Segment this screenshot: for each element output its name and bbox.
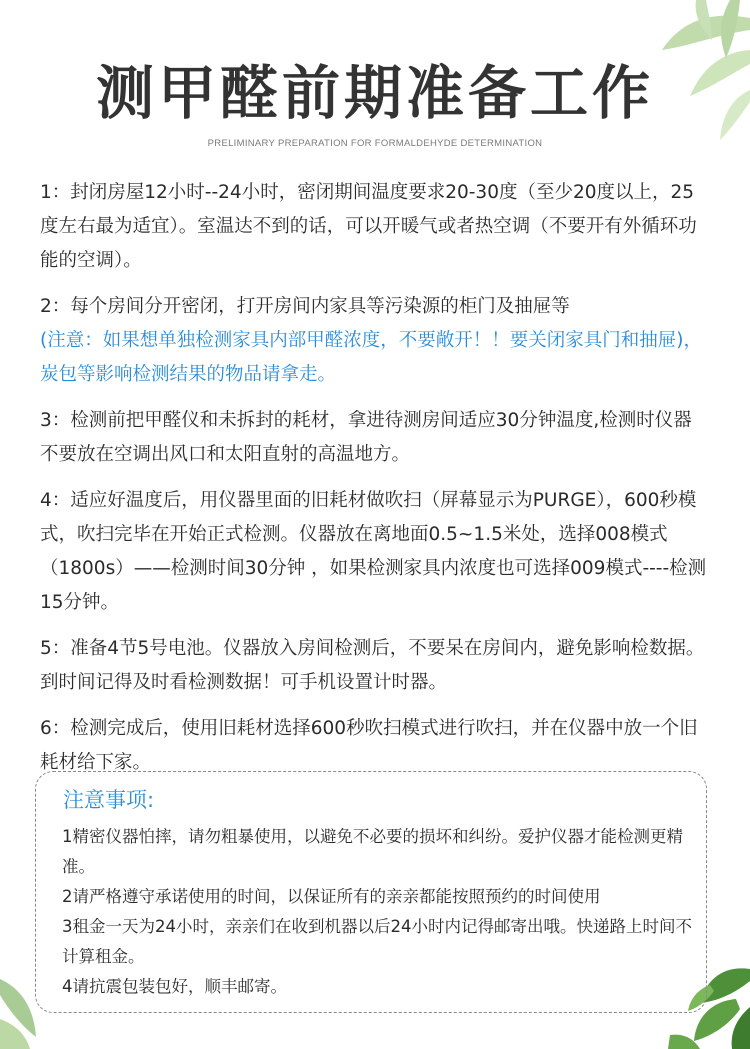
step-item (40, 290, 708, 392)
page-subtitle: PRELIMINARY PREPARATION FOR FORMALDEHYDE DETERMINATION (207, 138, 543, 149)
step-note: (注意：如果想单独检测家具内部甲醛浓度，不要敞开！！要关闭家具门和抽屉)，炭包等影响检测结果的物品请拿走。 (40, 330, 702, 385)
step-text: 4：适应好温度后，用仪器里面的旧耗材做吹扫（屏幕显示为PURGE），600秒模式，吹扫完毕在开始正式检测。仪器放在离地面0.5~1.5米处，选择008模式（1800s）——检测时间30分钟 ，如果检测家具内浓度也可选择009模式----检测15分钟。 (40, 490, 707, 613)
step-text: 6：检测完成后，使用旧耗材选择600秒吹扫模式进行吹扫，并在仪器中放一个旧耗材给下家。 (40, 718, 698, 773)
step-text: 2：每个房间分开密闭，打开房间内家具等污染源的柜门及抽屉等 (40, 296, 570, 317)
notice-item: 2请严格遵守承诺使用的时间，以保证所有的亲亲都能按照预约的时间使用 (62, 887, 601, 906)
step-item (40, 484, 708, 620)
notice-box (35, 771, 707, 1013)
page-title: 测甲醛前期准备工作 (95, 59, 654, 127)
notice-title: 注意事项: (63, 788, 155, 812)
step-text: 5：准备4节5号电池。仪器放入房间检测后，不要呆在房间内，避免影响检数据。到时间记得及时看检测数据！可手机设置计时器。 (40, 638, 705, 693)
notice-item: 3租金一天为24小时，亲亲们在收到机器以后24小时内记得邮寄出哦。快递路上时间不计算租金。 (62, 917, 692, 966)
step-item (40, 632, 708, 700)
step-text: 3：检测前把甲醛仪和未拆封的耗材，拿进待测房间适应30分钟温度,检测时仪器不要放在空调出风口和太阳直射的高温地方。 (40, 410, 692, 465)
step-item (40, 176, 708, 278)
notice-item: 4请抗震包装包好，顺丰邮寄。 (62, 977, 287, 996)
steps-list (40, 176, 708, 792)
notice-list (62, 822, 692, 1002)
step-text: 1：封闭房屋12小时--24小时，密闭期间温度要求20-30度（至少20度以上，25度左右最为适宜）。室温达不到的话，可以开暖气或者热空调（不要开有外循环功能的空调）。 (40, 182, 697, 271)
notice-item: 1精密仪器怕摔，请勿粗暴使用，以避免不必要的损坏和纠纷。爱护仪器才能检测更精准。 (62, 827, 683, 876)
step-item (40, 712, 708, 780)
step-item (40, 404, 708, 472)
